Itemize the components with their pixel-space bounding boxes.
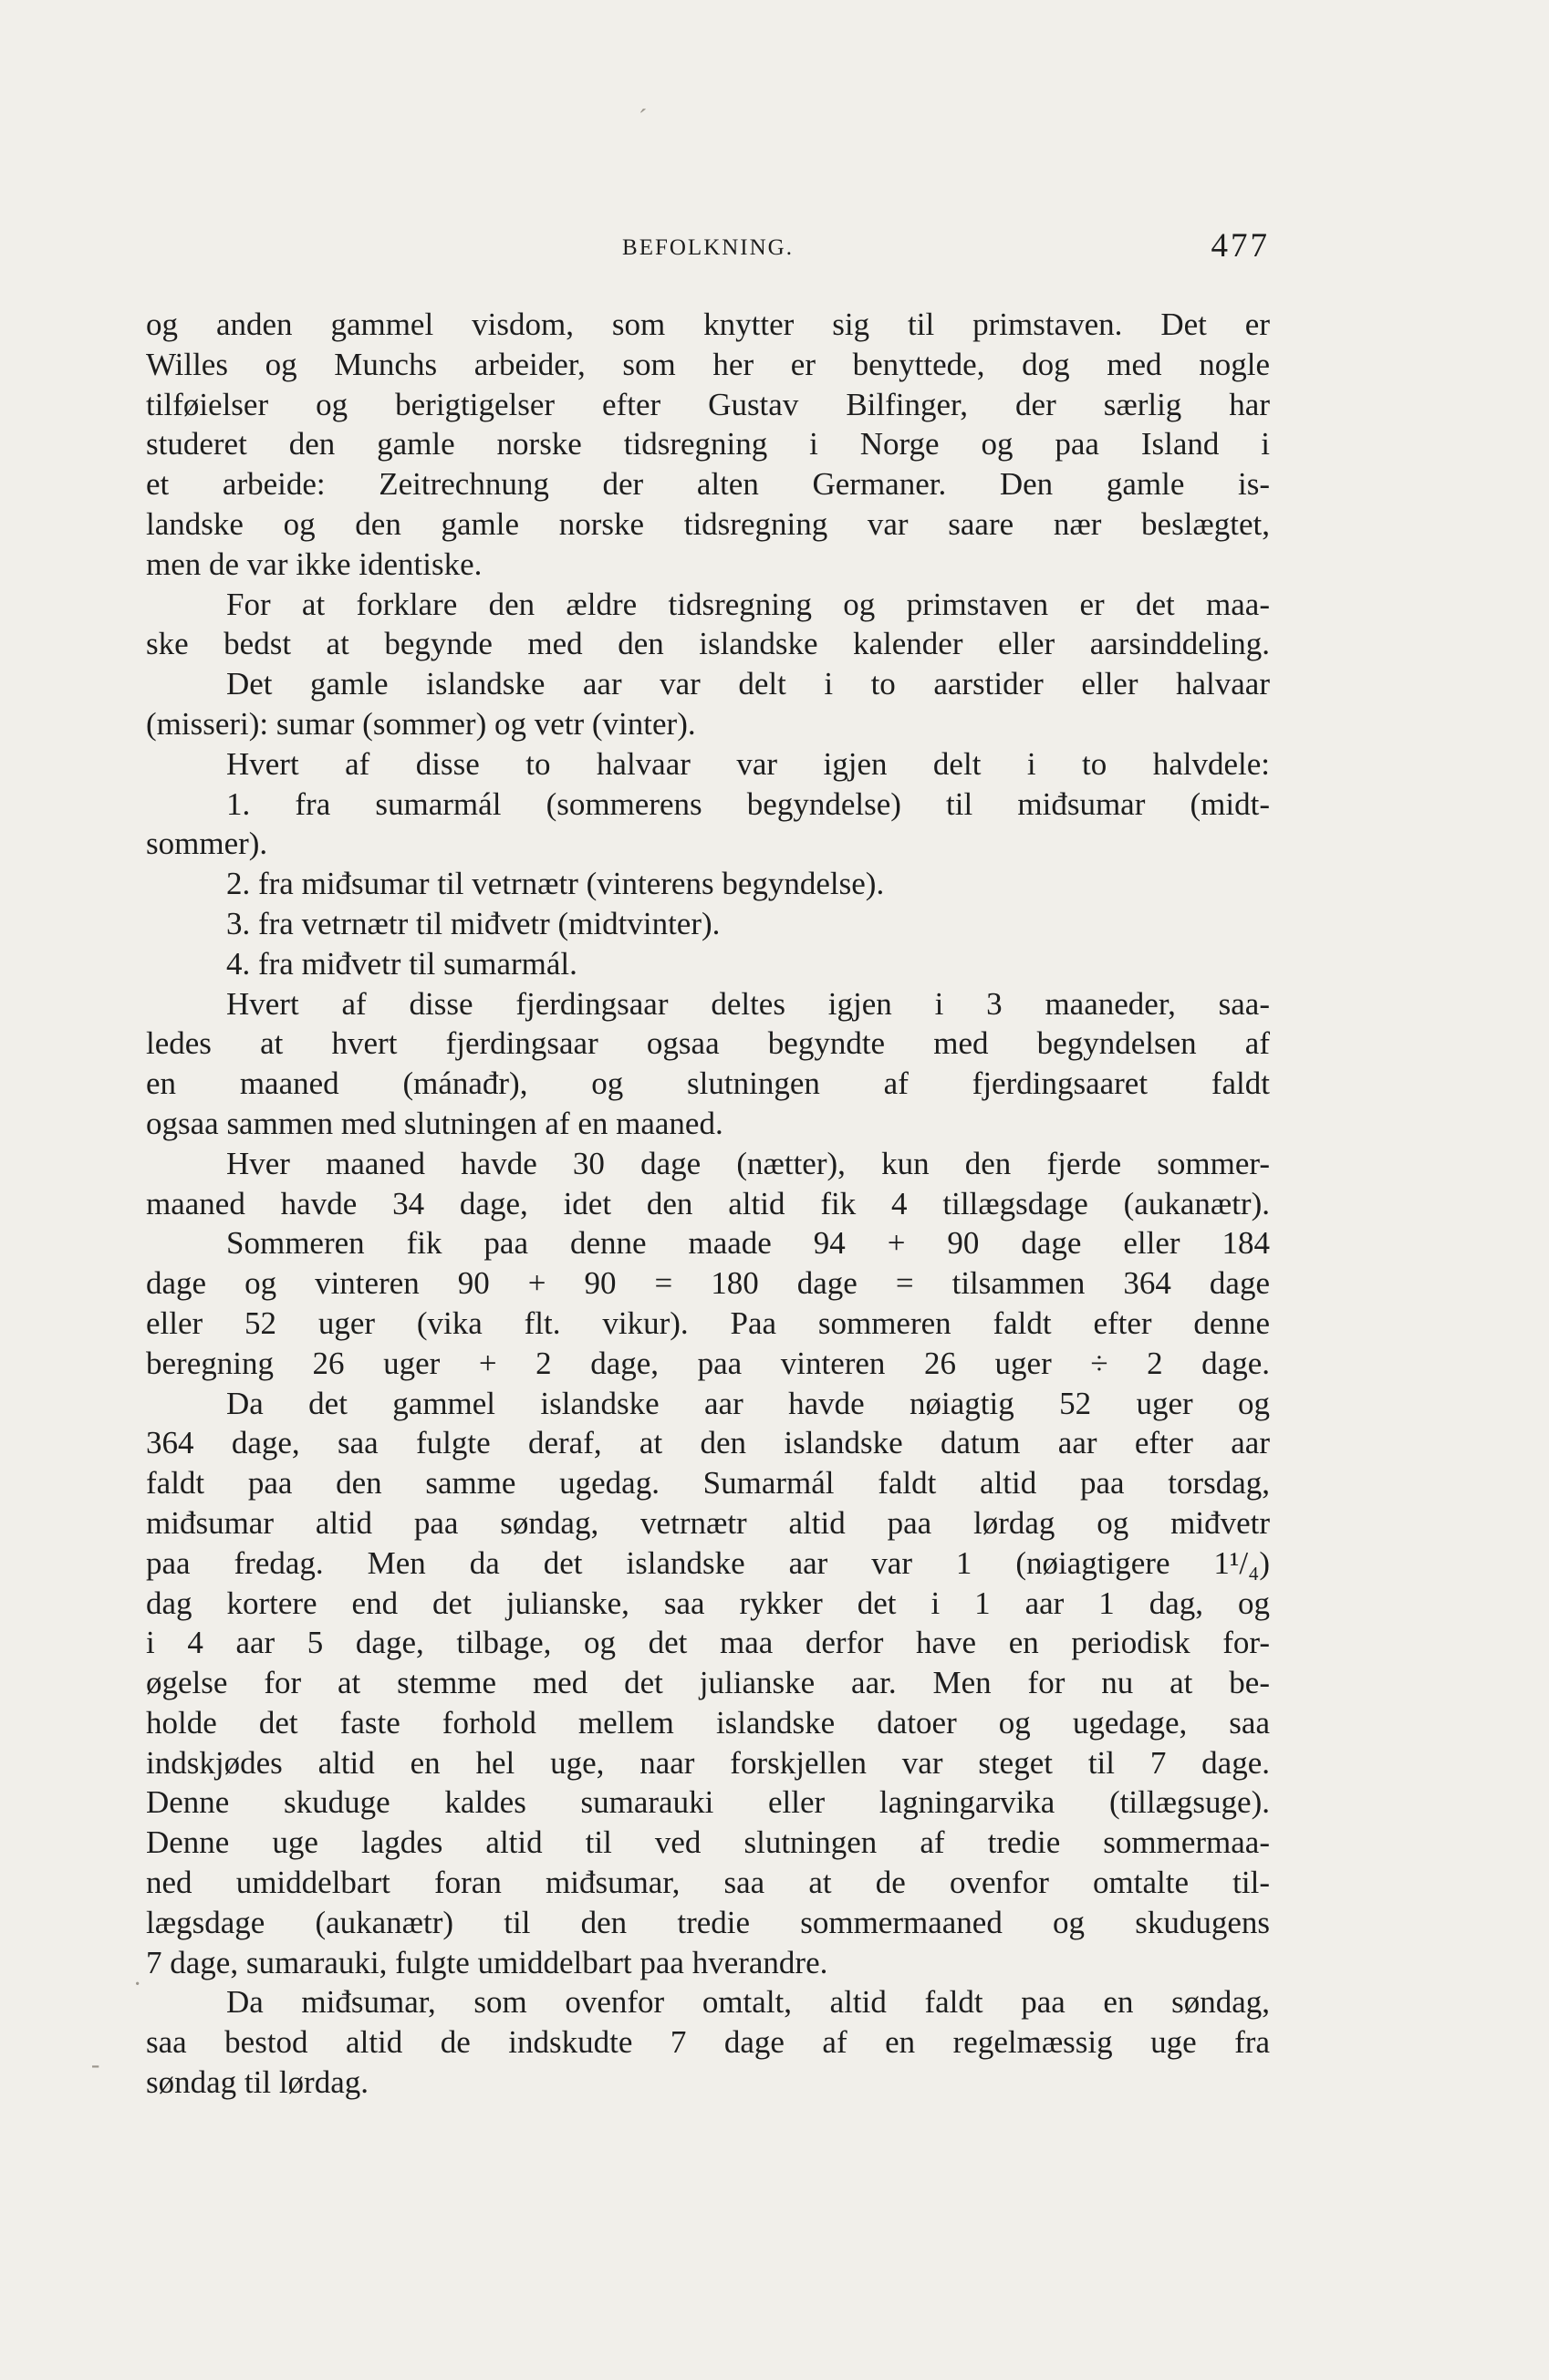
text-line: Sommeren fik paa denne maade 94 + 90 dage eller 184 xyxy=(226,1225,1270,1262)
list-item: 1. fra sumarmál (sommerens begyndelse) til miđsumar (midt- xyxy=(226,785,1270,822)
text-line: et arbeide: Zeitrechnung der alten Germaner. Den gamle is- xyxy=(146,466,1270,503)
text-line: paa fredag. Men da det islandske aar var 1 (nøiagtigere 1¹/₄) xyxy=(146,1544,1270,1581)
list-item: 2. fra miđsumar til vetrnætr (vinterens begyndelse). xyxy=(226,866,885,902)
text-line: Hvert af disse fjerdingsaar deltes igjen i 3 maaneder, saa- xyxy=(226,985,1270,1022)
text-line: en maaned (mánađr), og slutningen af fjerdingsaaret faldt xyxy=(146,1065,1270,1102)
list-item: 3. fra vetrnætr til miđvetr (midtvinter). xyxy=(226,905,721,941)
running-head: BEFOLKNING. xyxy=(622,235,794,260)
text-line: maaned havde 34 dage, idet den altid fik 4 tillægsdage (aukanætr). xyxy=(146,1185,1270,1221)
paper-speck: - xyxy=(91,2051,100,2079)
text-line: (misseri): sumar (sommer) og vetr (vinter). xyxy=(146,705,696,742)
text-line: Hver maaned havde 30 dage (nætter), kun den fjerde sommer- xyxy=(226,1145,1270,1181)
page-number: 477 xyxy=(1211,227,1270,265)
text-line: dage og vinteren 90 + 90 = 180 dage = tilsammen 364 dage xyxy=(146,1265,1270,1302)
text-line: 7 dage, sumarauki, fulgte umiddelbart paa hverandre. xyxy=(146,1944,828,1980)
text-line: og anden gammel visdom, som knytter sig til primstaven. Det er xyxy=(146,307,1270,342)
text-line: landske og den gamle norske tidsregning var saare nær beslægtet, xyxy=(146,505,1270,542)
list-item: 4. fra miđvetr til sumarmál. xyxy=(226,945,577,982)
text-line: dag kortere end det julianske, saa rykker det i 1 aar 1 dag, og xyxy=(146,1585,1270,1621)
text-line: ogsaa sammen med slutningen af en maaned. xyxy=(146,1105,723,1141)
text-line: ledes at hvert fjerdingsaar ogsaa begyndte med begyndelsen af xyxy=(146,1025,1270,1062)
text-line: Denne uge lagdes altid til ved slutningen af tredie sommermaa- xyxy=(146,1824,1270,1861)
text-line: faldt paa den samme ugedag. Sumarmál faldt altid paa torsdag, xyxy=(146,1465,1270,1502)
text-line: i 4 aar 5 dage, tilbage, og det maa derfor have en periodisk for- xyxy=(146,1625,1270,1661)
text-line: eller 52 uger (vika flt. vikur). Paa sommeren faldt efter denne xyxy=(146,1304,1270,1341)
text-line: men de var ikke identiske. xyxy=(146,546,483,582)
text-line: studeret den gamle norske tidsregning i Norge og paa Island i xyxy=(146,426,1270,462)
paper-speck: · xyxy=(133,1970,142,1999)
text-line: saa bestod altid de indskudte 7 dage af en regelmæssig uge fra xyxy=(146,2024,1270,2061)
page-header xyxy=(146,224,1270,270)
text-line: ned umiddelbart foran miđsumar, saa at de ovenfor omtalte til- xyxy=(146,1865,1270,1901)
body-text xyxy=(146,305,1270,2103)
paper-speck: ´ xyxy=(639,105,648,133)
text-line: sommer). xyxy=(146,826,268,862)
text-line: 364 dage, saa fulgte deraf, at den islandske datum aar efter aar xyxy=(146,1425,1270,1461)
text-line: Da det gammel islandske aar havde nøiagtig 52 uger og xyxy=(226,1385,1270,1421)
text-line: Hvert af disse to halvaar var igjen delt i to halvdele: xyxy=(226,745,1270,782)
text-line: beregning 26 uger + 2 dage, paa vinteren 26 uger ÷ 2 dage. xyxy=(146,1345,1270,1381)
text-line: øgelse for at stemme med det julianske aar. Men for nu at be- xyxy=(146,1665,1270,1701)
text-line: tilføielser og berigtigelser efter Gustav Bilfinger, der særlig har xyxy=(146,386,1270,422)
text-line: Da miđsumar, som ovenfor omtalt, altid faldt paa en søndag, xyxy=(226,1984,1270,2021)
text-line: ske bedst at begynde med den islandske kalender eller aarsinddeling. xyxy=(146,626,1270,662)
text-line: holde det faste forhold mellem islandske datoer og ugedage, saa xyxy=(146,1704,1270,1741)
text-line: Willes og Munchs arbeider, som her er benyttede, dog med nogle xyxy=(146,346,1270,382)
text-line: søndag til lørdag. xyxy=(146,2064,369,2101)
text-line: indskjødes altid en hel uge, naar forskjellen var steget til 7 dage. xyxy=(146,1744,1270,1781)
text-line: For at forklare den ældre tidsregning og primstaven er det maa- xyxy=(226,586,1270,622)
text-line: miđsumar altid paa søndag, vetrnætr altid paa lørdag og miđvetr xyxy=(146,1504,1270,1541)
text-line: Det gamle islandske aar var delt i to aarstider eller halvaar xyxy=(226,666,1270,702)
text-line: Denne skuduge kaldes sumarauki eller lagningarvika (tillægsuge). xyxy=(146,1784,1270,1821)
text-line: lægsdage (aukanætr) til den tredie sommermaaned og skudugens xyxy=(146,1904,1270,1940)
